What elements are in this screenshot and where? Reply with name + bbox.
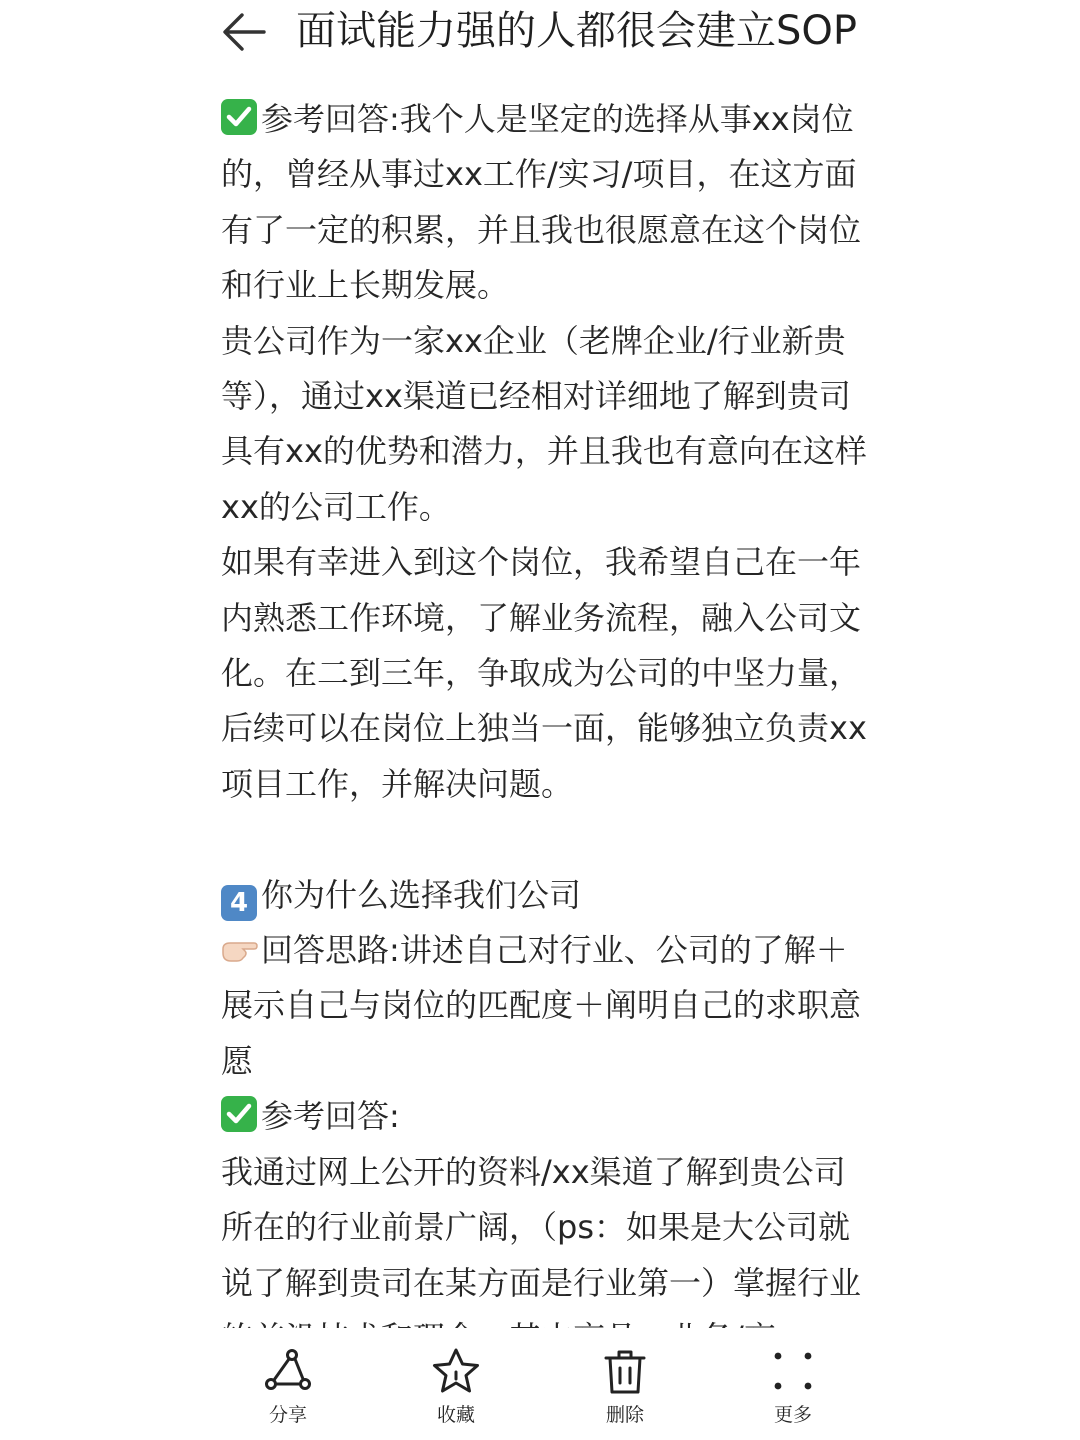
bottom-toolbar — [0, 1328, 1080, 1440]
delete-label: 删除 — [605, 1404, 644, 1426]
idea-text: 讲述自己对行业、公司的了解＋展示自己与岗位的匹配度＋阐明自己的求职意愿 — [221, 931, 862, 1080]
question-4-heading — [221, 868, 871, 923]
question-title: 你为什么选择我们公司 — [261, 875, 582, 914]
favorite-button[interactable] — [396, 1346, 516, 1428]
more-dots-icon — [766, 1346, 820, 1400]
answer-paragraph-3: 如果有幸进入到这个岗位，我希望自己在一年内熟悉工作环境，了解业务流程，融入公司文化。在二到三年，争取成为公司的中坚力量，后续可以在岗位上独当一面，能够独立负责xx项目工作，并解决问题。 — [221, 543, 867, 803]
pointing-hand-icon — [221, 931, 259, 967]
idea-label: 回答思路: — [261, 931, 400, 970]
back-button[interactable] — [214, 6, 274, 58]
answer-text: 我个人是坚定的选择从事xx岗位的，曾经从事过xx工作/实习/项目，在这方面有了一定的积累，并且我也很愿意在这个岗位和行业上长期发展。 — [221, 100, 862, 305]
check-mark-icon — [221, 99, 257, 135]
answer-paragraph-4: 我通过网上公开的资料/xx渠道了解到贵公司所在的行业前景广阔，（ps：如果是大公司就说了解到贵司在某方面是行业第一）掌握行业 — [221, 1152, 862, 1302]
answer-idea — [221, 923, 871, 1089]
answer-paragraph-2: 贵公司作为一家xx企业（老牌企业/行业新贵等），通过xx渠道已经相对详细地了解到贵司具有xx的优势和潜力，并且我也有意向在这样xx的公司工作。 — [221, 321, 867, 526]
check-mark-icon — [221, 1096, 257, 1132]
page-title: 面试能力强的人都很会建立SOP — [296, 8, 857, 54]
note-content — [221, 92, 871, 1328]
header — [0, 0, 1080, 68]
more-label: 更多 — [773, 1404, 812, 1426]
share-icon — [261, 1346, 315, 1400]
share-label: 分享 — [268, 1404, 307, 1426]
more-button[interactable] — [733, 1346, 853, 1428]
answer-label: 参考回答: — [261, 1097, 400, 1136]
answer-label-line — [221, 1089, 871, 1144]
blank-line — [221, 812, 871, 867]
arrow-left-icon — [214, 6, 274, 58]
star-icon — [429, 1346, 483, 1400]
share-button[interactable] — [228, 1346, 348, 1428]
keycap-number-icon: 4 — [221, 885, 257, 921]
favorite-label: 收藏 — [436, 1404, 475, 1426]
delete-button[interactable] — [565, 1346, 685, 1428]
answer-paragraph-1 — [221, 92, 871, 314]
answer-label: 参考回答: — [261, 100, 400, 138]
trash-icon — [598, 1346, 652, 1400]
